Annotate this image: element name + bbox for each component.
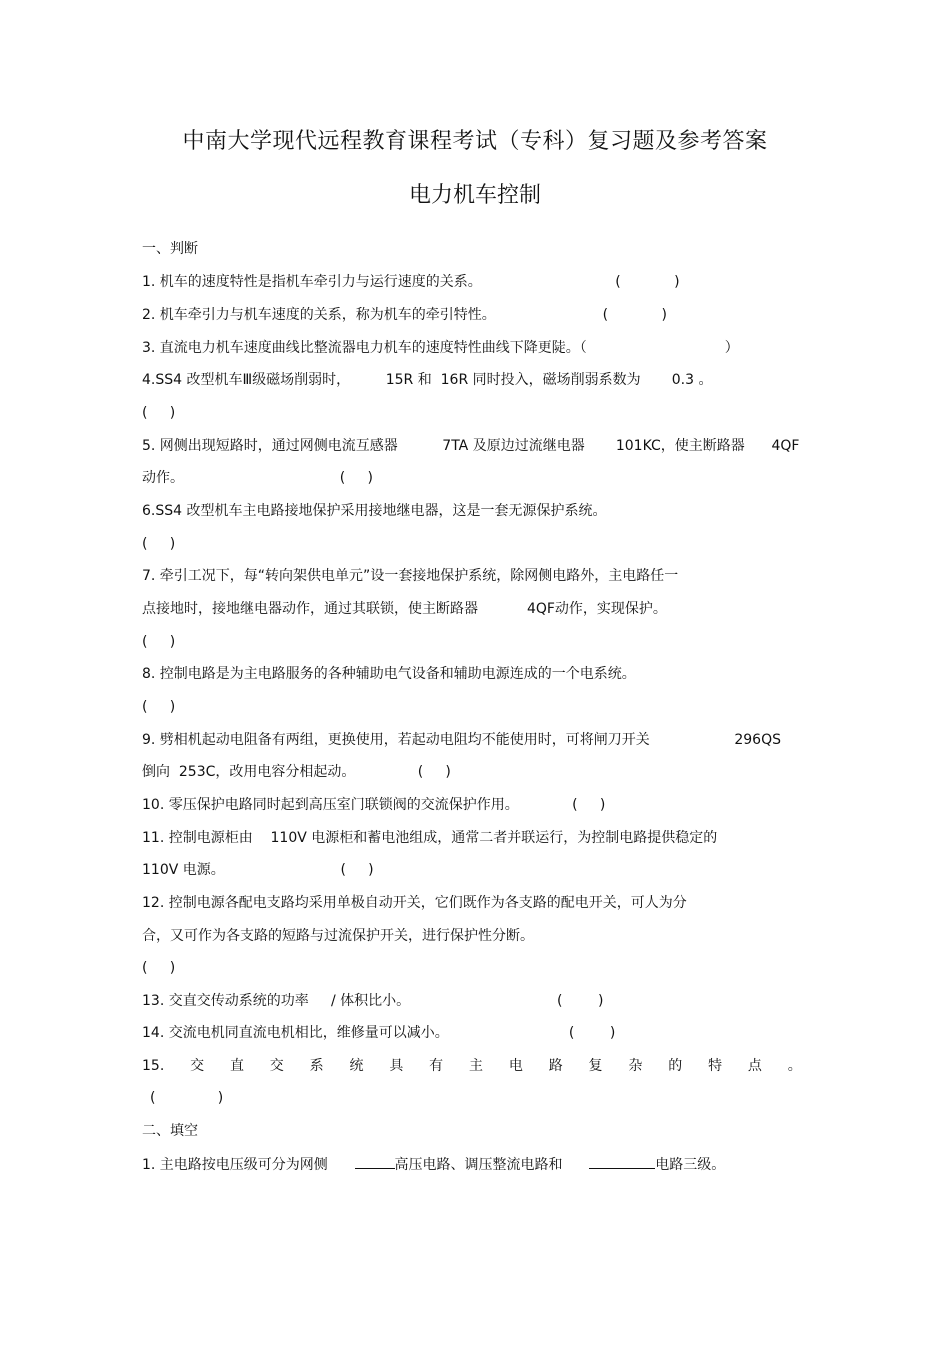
fill-q1-part-c: 电路三级。 bbox=[655, 1157, 726, 1173]
q15-char: 交 bbox=[269, 1058, 284, 1074]
question-line: 110V 电源。 ( ) bbox=[142, 862, 374, 878]
question-line: 合，又可作为各支路的短路与过流保护开关，进行保护性分断。 bbox=[142, 928, 534, 944]
question-line: 8. 控制电路是为主电路服务的各种辅助电气设备和辅助电源连成的一个电系统。 bbox=[142, 666, 636, 682]
q15-char: 特 bbox=[708, 1058, 723, 1074]
answer-blank: ( ) bbox=[142, 405, 176, 421]
question-line: 11. 控制电源柜由 110V 电源柜和蓄电池组成，通常二者并联运行，为控制电路提供稳定的 bbox=[142, 830, 718, 846]
q15-char: 有 bbox=[429, 1058, 444, 1074]
fill-q1-part-a: 1. 主电路按电压级可分为网侧 bbox=[142, 1157, 328, 1173]
q15-char: 具 bbox=[389, 1058, 404, 1074]
answer-blank: ( ) bbox=[142, 699, 176, 715]
question-line: 4.SS4 改型机车Ⅲ级磁场削弱时， 15R 和 16R 同时投入，磁场削弱系数为 0.3 。 bbox=[142, 372, 713, 388]
answer-blank: ( ) bbox=[150, 1090, 224, 1106]
question-line: 点接地时，接地继电器动作，通过其联锁，使主断路器 4QF动作，实现保护。 bbox=[142, 601, 667, 617]
fill-blank-2 bbox=[589, 1154, 655, 1169]
question-line: 1. 机车的速度特性是指机车牵引力与运行速度的关系。 ( ) bbox=[142, 274, 680, 290]
answer-blank: ( ) bbox=[142, 634, 176, 650]
q15-char: 的 bbox=[668, 1058, 683, 1074]
question-line: 12. 控制电源各配电支路均采用单极自动开关，它们既作为各支路的配电开关，可人为分 bbox=[142, 895, 687, 911]
fill-blank-1 bbox=[355, 1154, 395, 1169]
course-title: 电力机车控制 bbox=[408, 183, 541, 208]
question-line: 6.SS4 改型机车主电路接地保护采用接地继电器，这是一套无源保护系统。 bbox=[142, 503, 607, 519]
question-15 bbox=[142, 1056, 802, 1076]
section-heading-fill-blank: 二、填空 bbox=[142, 1123, 198, 1139]
section-heading-judgement: 一、判断 bbox=[142, 241, 198, 257]
question-line: 10. 零压保护电路同时起到高压室门联锁阀的交流保护作用。 ( ) bbox=[142, 797, 606, 813]
question-line: 2. 机车牵引力与机车速度的关系，称为机车的牵引特性。 ( ) bbox=[142, 307, 667, 323]
fill-q1-part-b: 高压电路、调压整流电路和 bbox=[394, 1157, 563, 1173]
q15-char: 统 bbox=[349, 1058, 364, 1074]
question-line: 5. 网侧出现短路时，通过网侧电流互感器 7TA 及原边过流继电器 101KC，使主断路器 4QF bbox=[142, 438, 800, 454]
q15-char: 复 bbox=[588, 1058, 603, 1074]
question-line: 14. 交流电机同直流电机相比，维修量可以减小。 ( ) bbox=[142, 1025, 616, 1041]
q15-char: 交 bbox=[190, 1058, 205, 1074]
question-line: 3. 直流电力机车速度曲线比整流器电力机车的速度特性曲线下降更陡。（ ） bbox=[142, 340, 739, 356]
q15-char: 电 bbox=[508, 1058, 523, 1074]
q15-char: 系 bbox=[309, 1058, 324, 1074]
question-line: 动作。 ( ) bbox=[142, 470, 373, 486]
q15-char: 杂 bbox=[628, 1058, 643, 1074]
answer-blank: ( ) bbox=[142, 960, 176, 976]
q15-char: 主 bbox=[469, 1058, 484, 1074]
question-line: 7. 牵引工况下，每“转向架供电单元”设一套接地保护系统，除网侧电路外，主电路任一 bbox=[142, 568, 679, 584]
q15-char: 直 bbox=[229, 1058, 244, 1074]
question-line: 13. 交直交传动系统的功率 / 体积比小。 ( ) bbox=[142, 993, 604, 1009]
fill-question-1 bbox=[142, 1154, 725, 1175]
answer-blank: ( ) bbox=[142, 536, 176, 552]
q15-char: 15. bbox=[142, 1058, 165, 1074]
question-line: 倒向 253C，改用电容分相起动。 ( ) bbox=[142, 764, 451, 780]
q15-char: 点 bbox=[747, 1058, 762, 1074]
q15-char: 。 bbox=[787, 1058, 802, 1074]
q15-char: 路 bbox=[548, 1058, 563, 1074]
document-title: 中南大学现代远程教育课程考试（专科）复习题及参考答案 bbox=[182, 129, 768, 154]
question-line: 9. 劈相机起动电阻备有两组，更换使用，若起动电阻均不能使用时，可将闸刀开关 296QS bbox=[142, 732, 781, 748]
